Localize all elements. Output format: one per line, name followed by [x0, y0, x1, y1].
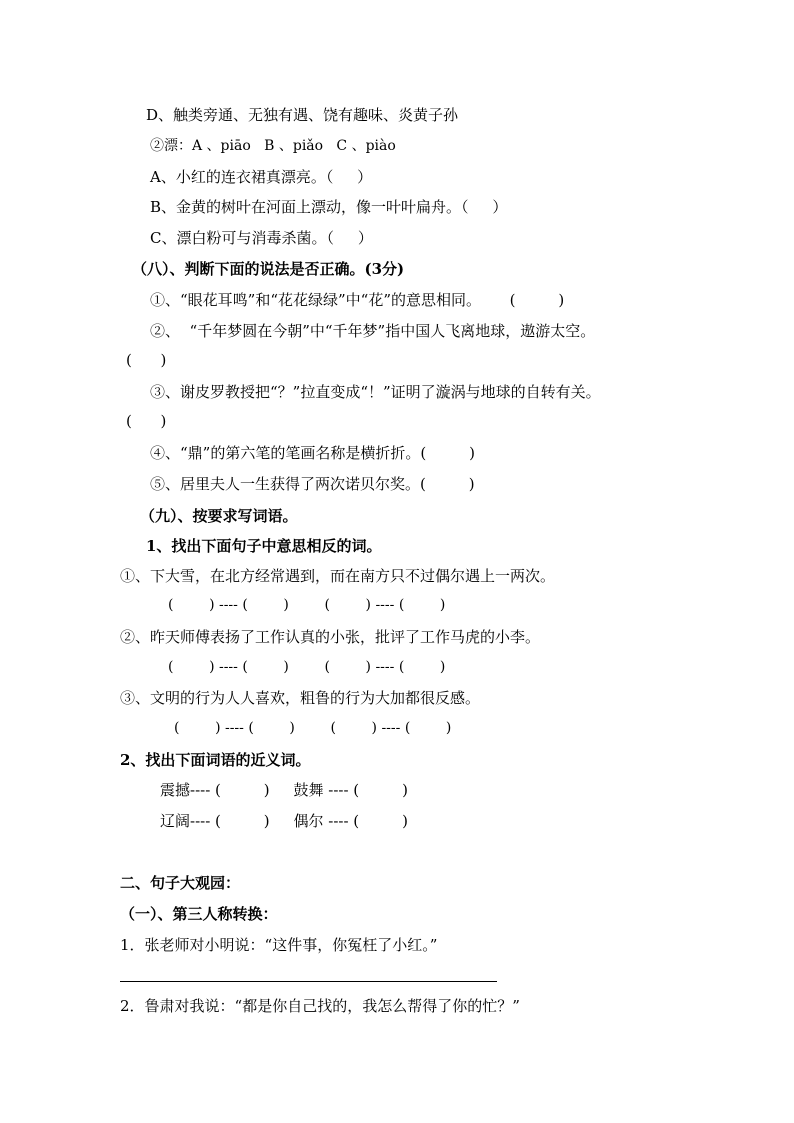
antonym-sentence-3: ③、文明的行为人人喜欢，粗鲁的行为大加都很反感。 — [120, 689, 481, 707]
pinyin-options-line: ②漂：A 、piāo B 、piǎo C 、piào — [150, 138, 396, 154]
section-eight-heading: （八）、判断下面的说法是否正确。(3分) — [132, 260, 405, 278]
judge-item-5: ⑤、居里夫人一生获得了两次诺贝尔奖。( ) — [150, 475, 475, 493]
antonym-sentence-1: ①、下大雪，在北方经常遇到，而在南方只不过偶尔遇上一两次。 — [120, 567, 556, 585]
sentence-b: B、金黄的树叶在河面上漂动，像一叶叶扁舟。（ ） — [150, 198, 508, 216]
judge-item-2-blank: ( ) — [126, 351, 167, 369]
judge-item-1: ①、“眼花耳鸣”和“花花绿绿”中“花”的意思相同。 ( ) — [150, 291, 565, 309]
antonym-blanks-1: ( ) ---- ( ) ( ) ---- ( ) — [168, 597, 446, 613]
answer-line — [120, 981, 497, 982]
synonym-row-1: 震撼---- ( ) 鼓舞 ---- ( ) — [160, 781, 408, 799]
judge-item-2: ②、 “千年梦圆在今朝”中“千年梦”指中国人飞离地球，遨游太空。 — [150, 322, 596, 340]
conversion-sentence-2: 2．鲁肃对我说：“都是你自己找的，我怎么帮得了你的忙？” — [120, 997, 520, 1015]
task-1-heading: 1、找出下面句子中意思相反的词。 — [146, 537, 382, 555]
judge-item-3: ③、谢皮罗教授把“？”拉直变成“！”证明了漩涡与地球的自转有关。 — [150, 383, 601, 401]
synonym-row-2: 辽阔---- ( ) 偶尔 ---- ( ) — [160, 812, 408, 830]
antonym-blanks-3: ( ) ---- ( ) ( ) ---- ( ) — [174, 720, 452, 736]
judge-item-4: ④、“鼎”的第六笔的笔画名称是横折折。( ) — [150, 444, 475, 462]
option-d-line: D、触类旁通、无独有遇、饶有趣味、炎黄子孙 — [146, 106, 459, 124]
task-2-heading: 2、找出下面词语的近义词。 — [120, 751, 311, 769]
antonym-blanks-2: ( ) ---- ( ) ( ) ---- ( ) — [168, 659, 446, 675]
antonym-sentence-2: ②、昨天师傅表扬了工作认真的小张，批评了工作马虎的小李。 — [120, 628, 541, 646]
subsection-one-heading: （一）、第三人称转换： — [120, 905, 278, 923]
section-nine-heading: （九）、按要求写词语。 — [140, 507, 298, 525]
conversion-sentence-1: 1．张老师对小明说：“这件事，你冤枉了小红。” — [120, 936, 438, 954]
sentence-c: C、漂白粉可与消毒杀菌。（ ） — [150, 229, 373, 247]
judge-item-3-blank: ( ) — [126, 412, 167, 430]
part-two-heading: 二、句子大观园： — [120, 874, 241, 892]
sentence-a: A、小红的连衣裙真漂亮。（ ） — [150, 168, 373, 186]
